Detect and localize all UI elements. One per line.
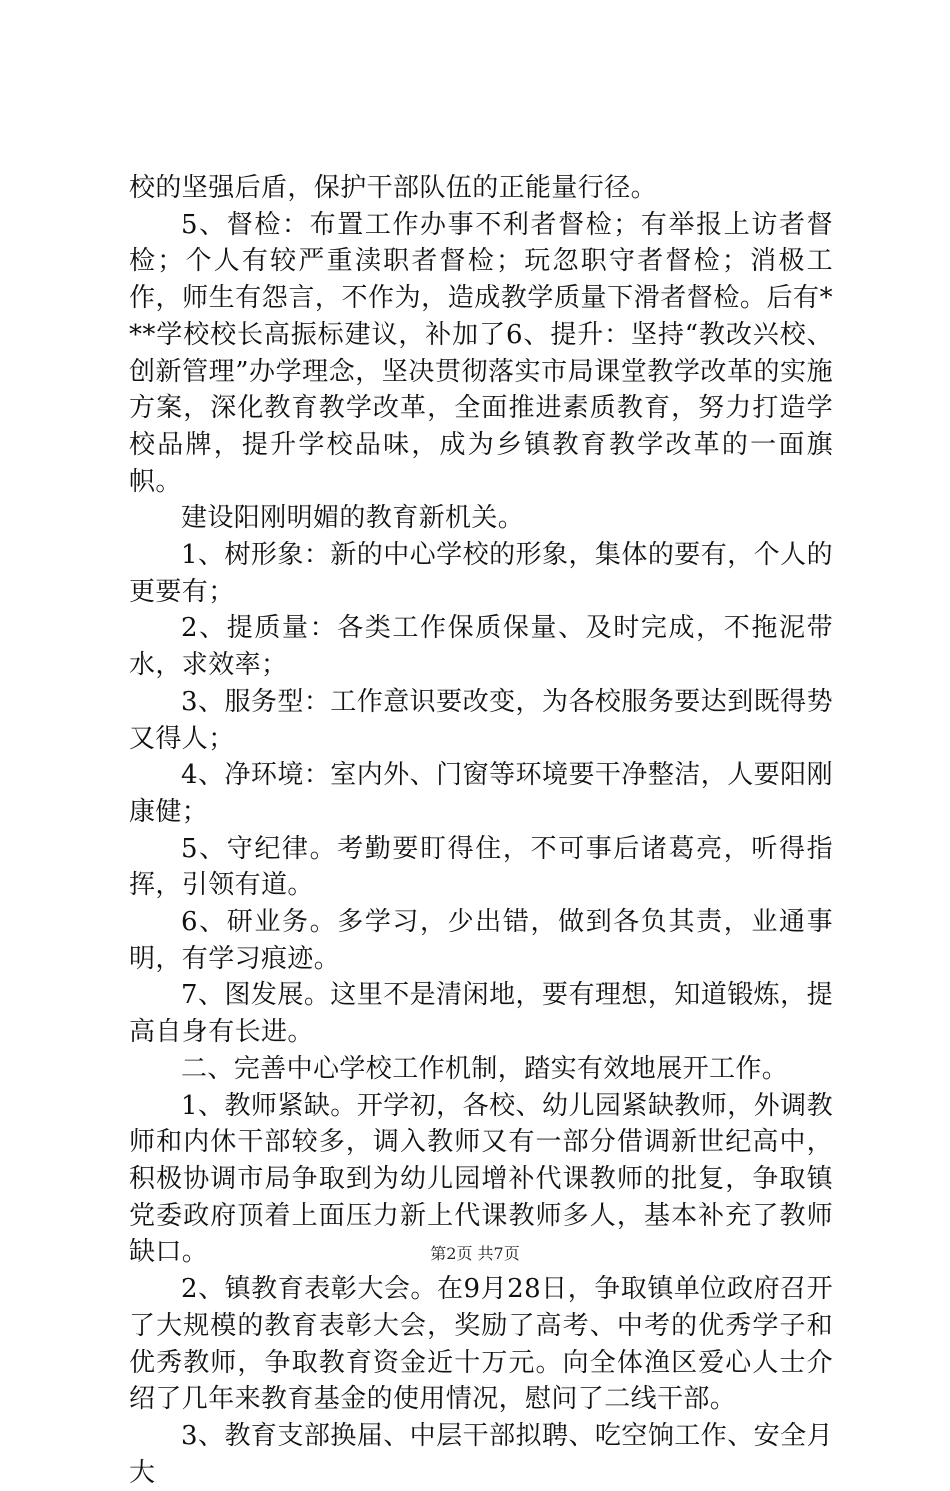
paragraph-item-environment: 4、净环境：室内外、门窗等环境要干净整洁，人要阳刚康健； (129, 760, 833, 827)
document-body (129, 170, 833, 1491)
paragraph-item-development: 7、图发展。这里不是清闲地，要有理想，知道锻炼，提高自身有长进。 (129, 980, 833, 1048)
paragraph-item-image: 1、树形象：新的中心学校的形象，集体的要有，个人的更要有； (129, 540, 833, 607)
paragraph-item-discipline: 5、守纪律。考勤要盯得住，不可事后诸葛亮，听得指挥，引领有道。 (129, 833, 833, 901)
paragraph-item-business: 6、研业务。多学习，少出错，做到各负其责，业通事明，有学习痕迹。 (129, 907, 833, 974)
paragraph-supervision: 5、督检：布置工作办事不利者督检；有举报上访者督检；个人有较严重渎职者督检；玩忽职守者督检；消极工作，师生有怨言，不作为，造成教学质量下滑者督检。后有***学校校长高振标建议，补加了6、提升：坚持“教改兴校、创新管理”办学理念，坚决贯彻落实市局课堂教学改革的实施方案，深化教育教学改革，全面推进素质教育，努力打造学校品牌，提升学校品味，成为乡镇教育教学改革的一面旗帜。 (129, 209, 833, 497)
paragraph-continuation: 校的坚强后盾，保护干部队伍的正能量行径。 (129, 173, 658, 203)
paragraph-item-quality: 2、提质量：各类工作保质保量、及时完成，不拖泥带水，求效率； (129, 613, 833, 681)
paragraph-branch-election: 3、教育支部换届、中层干部拟聘、吃空饷工作、安全月大 (129, 1420, 833, 1488)
paragraph-heading-new-office: 建设阳刚明媚的教育新机关。 (181, 503, 525, 534)
paragraph-item-service: 3、服务型：工作意识要改变，为各校服务要达到既得势又得人； (129, 686, 833, 754)
paragraph-section-two-heading: 二、完善中心学校工作机制，踏实有效地展开工作。 (181, 1053, 789, 1084)
paragraph-teacher-shortage: 1、教师紧缺。开学初，各校、幼儿园紧缺教师，外调教师和内休干部较多，调入教师又有一部分借调新世纪高中，积极协调市局争取到为幼儿园增补代课教师的批复，争取镇党委政府顶着上面压力新上代课教师多人，基本补充了教师缺口。 (129, 1090, 833, 1268)
paragraph-commendation-meeting: 2、镇教育表彰大会。在9月28日，争取镇单位政府召开了大规模的教育表彰大会，奖励了高考、中考的优秀学子和优秀教师，争取教育资金近十万元。向全体渔区爱心人士介绍了几年来教育基金的使用情况，慰问了二线干部。 (129, 1274, 833, 1415)
page-footer: 第2页 共7页 (430, 1244, 520, 1263)
